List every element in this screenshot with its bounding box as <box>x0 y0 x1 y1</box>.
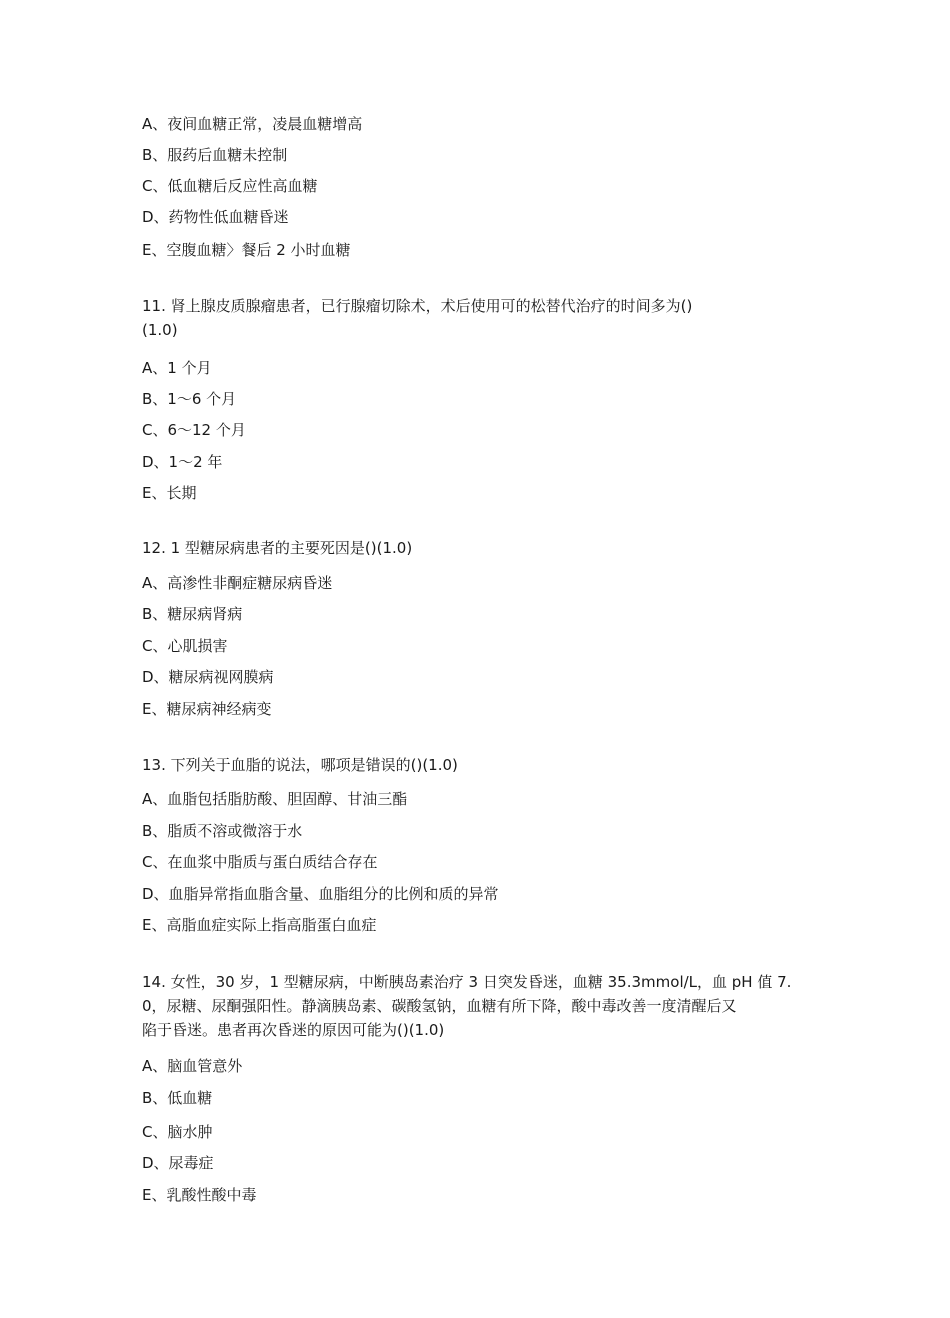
q11-stem: 11. 肾上腺皮质腺瘤患者，已行腺瘤切除术，术后使用可的松替代治疗的时间多为() <box>142 297 693 315</box>
q14-stem-line-1: 14. 女性，30 岁，1 型糖尿病，中断胰岛素治疗 3 日突发昏迷，血糖 35.3mmol/L，血 pH 值 7. <box>142 973 792 991</box>
q13-option-e: E、高脂血症实际上指高脂蛋白血症 <box>142 916 377 934</box>
q12-option-c: C、心肌损害 <box>142 637 228 655</box>
q14-option-c: C、脑水肿 <box>142 1123 213 1141</box>
q13-option-a: A、血脂包括脂肪酸、胆固醇、甘油三酯 <box>142 790 408 808</box>
q11-option-e: E、长期 <box>142 484 197 502</box>
q12-option-d: D、糖尿病视网膜病 <box>142 668 274 686</box>
q11-option-d: D、1〜2 年 <box>142 453 223 471</box>
q11-stem-score: (1.0) <box>142 321 178 339</box>
q14-option-e: E、乳酸性酸中毒 <box>142 1186 257 1204</box>
q10-option-e: E、空腹血糖〉餐后 2 小时血糖 <box>142 241 351 259</box>
q14-stem-line-3: 陷于昏迷。患者再次昏迷的原因可能为()(1.0) <box>142 1021 445 1039</box>
q13-option-b: B、脂质不溶或微溶于水 <box>142 822 303 840</box>
q11-option-a: A、1 个月 <box>142 359 212 377</box>
q10-option-d: D、药物性低血糖昏迷 <box>142 208 289 226</box>
q12-option-b: B、糖尿病肾病 <box>142 605 243 623</box>
q14-option-d: D、尿毒症 <box>142 1154 214 1172</box>
q14-option-a: A、脑血管意外 <box>142 1057 243 1075</box>
q11-option-c: C、6〜12 个月 <box>142 421 246 439</box>
q13-option-c: C、在血浆中脂质与蛋白质结合存在 <box>142 853 378 871</box>
q13-stem: 13. 下列关于血脂的说法，哪项是错误的()(1.0) <box>142 756 458 774</box>
q12-option-a: A、高渗性非酮症糖尿病昏迷 <box>142 574 333 592</box>
q14-stem-line-2: 0，尿糖、尿酮强阳性。静滴胰岛素、碳酸氢钠，血糖有所下降，酸中毒改善一度清醒后又 <box>142 997 737 1015</box>
q10-option-b: B、服药后血糖未控制 <box>142 146 288 164</box>
q10-option-c: C、低血糖后反应性高血糖 <box>142 177 318 195</box>
q11-option-b: B、1〜6 个月 <box>142 390 237 408</box>
q14-option-b: B、低血糖 <box>142 1089 213 1107</box>
q13-option-d: D、血脂异常指血脂含量、血脂组分的比例和质的异常 <box>142 885 499 903</box>
q12-option-e: E、糖尿病神经病变 <box>142 700 272 718</box>
q10-option-a: A、夜间血糖正常，凌晨血糖增高 <box>142 115 363 133</box>
q12-stem: 12. 1 型糖尿病患者的主要死因是()(1.0) <box>142 539 413 557</box>
